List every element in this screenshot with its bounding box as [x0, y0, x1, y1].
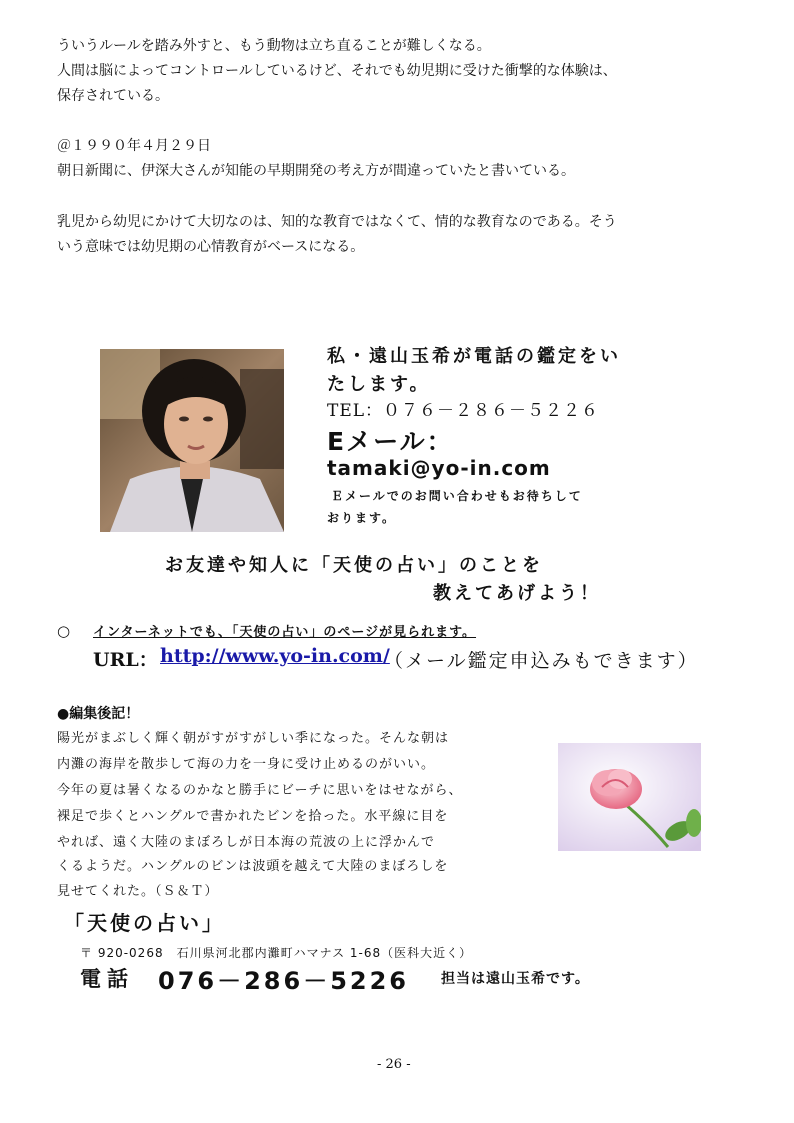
editor-line-3: 今年の夏は暑くなるのかなと勝手にビーチに思いをはせながら、 — [57, 783, 463, 798]
editor-line-5: やれば、遠く大陸のまぼろしが日本海の荒波の上に浮かんで — [57, 835, 436, 850]
rose-image — [558, 743, 701, 851]
bullet-icon: ○ — [57, 622, 71, 640]
share-line-1: お友達や知人に「天使の占い」のことを — [165, 555, 543, 576]
footer-phone: 076－286－5226 — [158, 967, 409, 995]
editor-line-6: くるようだ。ハングルのビンは波頭を越えて大陸のまぼろしを — [57, 859, 449, 874]
editor-line-2: 内灘の海岸を散歩して海の力を一身に受け止めるのがいい。 — [57, 757, 436, 772]
contact-email[interactable]: tamaki@yo-in.com — [327, 456, 551, 480]
footer-phone-note: 担当は遠山玉希です。 — [441, 971, 590, 987]
para2-line-1: 乳児から幼児にかけて大切なのは、知的な教育ではなくて、情的な教育なのである。そう — [57, 214, 617, 230]
contact-note-2: おります。 — [327, 511, 397, 525]
contact-tel: TEL：０７６－２８６－５２２６ — [327, 401, 600, 421]
footer-address: 〒 920-0268 石川県河北郡内灘町ハマナス 1-68（医科大近く） — [80, 946, 473, 960]
contact-email-label: Eメール： — [327, 427, 454, 456]
news-line: 朝日新聞に、伊深大さんが知能の早期開発の考え方が間違っていたと書いている。 — [57, 163, 575, 179]
portrait-photo — [100, 349, 284, 532]
date-line: ＠１９９０年４月２９日 — [57, 138, 211, 154]
url-note: （メール鑑定申込みもできます） — [384, 650, 699, 672]
site-link[interactable]: http://www.yo-in.com/ — [160, 645, 390, 667]
page-number: - 26 - — [377, 1057, 411, 1072]
intro-line-1: ういうルールを踏み外すと、もう動物は立ち直ることが難しくなる。 — [57, 38, 491, 54]
editor-line-7: 見せてくれた。（Ｓ＆Ｔ） — [57, 884, 219, 899]
share-line-2: 教えてあげよう！ — [433, 583, 601, 604]
contact-note-1: Ｅメールでのお問い合わせもお待ちして — [331, 489, 583, 503]
internet-text: インターネットでも、「天使の占い」のページが見られます。 — [93, 625, 477, 640]
footer-phone-label: 電話 — [80, 967, 134, 991]
editor-line-1: 陽光がまぶしく輝く朝がすがすがしい季になった。そんな朝は — [57, 731, 450, 746]
editor-heading: ●編集後記！ — [57, 706, 140, 722]
contact-line-1: 私・遠山玉希が電話の鑑定をい — [327, 346, 621, 367]
intro-line-2: 人間は脳によってコントロールしているけど、それでも幼児期に受けた衝撃的な体験は、 — [57, 63, 617, 79]
para2-line-2: いう意味では幼児期の心情教育がベースになる。 — [57, 239, 365, 255]
editor-line-4: 裸足で歩くとハングルで書かれたビンを拾った。水平線に目を — [57, 809, 449, 824]
url-label: URL： — [93, 649, 158, 671]
footer-brand: 「天使の占い」 — [64, 911, 225, 935]
contact-line-2: たします。 — [327, 374, 431, 395]
intro-line-3: 保存されている。 — [57, 88, 169, 104]
